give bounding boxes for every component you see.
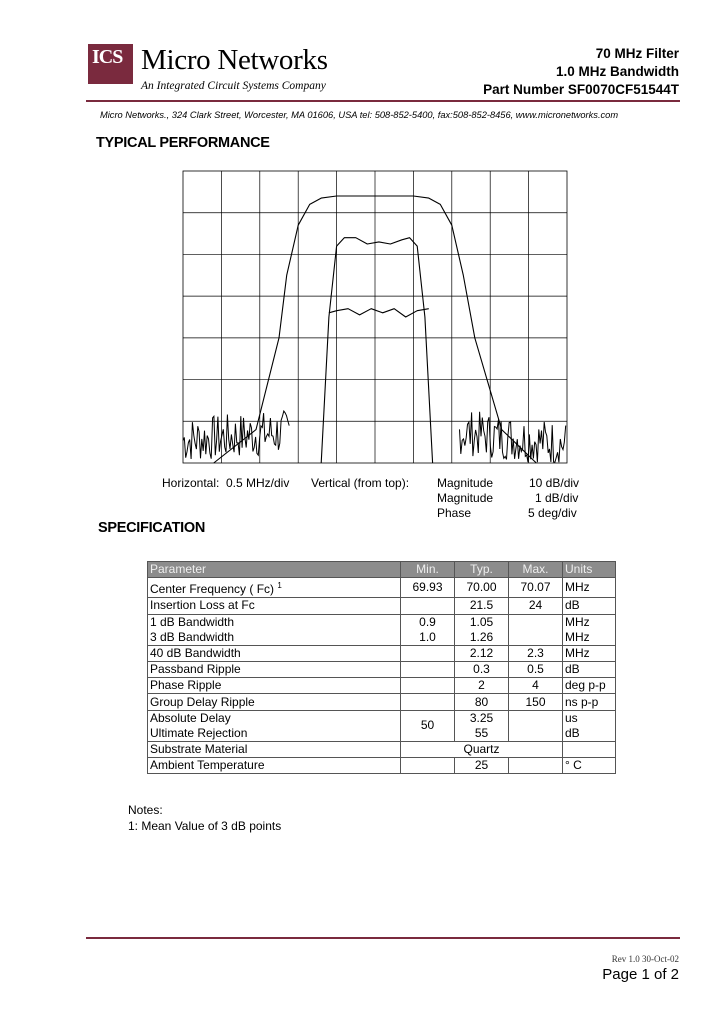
table-row (148, 678, 616, 694)
typ-cell: 80 (455, 694, 509, 710)
param-cell: Group Delay Ripple (148, 694, 401, 710)
max-cell (509, 710, 563, 741)
min-cell (401, 758, 455, 774)
title-line-3: Part Number SF0070CF51544T (483, 82, 679, 97)
table-row (148, 741, 616, 757)
unit-cell: us dB (563, 710, 616, 741)
magnitude-1db-trace (321, 238, 432, 463)
footer-divider (86, 937, 680, 939)
unit-cell: dB (563, 661, 616, 677)
document-title (483, 45, 679, 99)
max-cell: 2.3 (509, 645, 563, 661)
unit-cell: MHz (563, 578, 616, 598)
company-address: Micro Networks., 324 Clark Street, Worcester, MA 01606, USA tel: 508-852-5400, fax:508-852-8456, www.micronetworks.com (100, 110, 619, 120)
phase-trace (329, 309, 429, 317)
unit-cell: ns p-p (563, 694, 616, 710)
scale-value-2: 1 dB/div (535, 491, 579, 505)
max-cell: 24 (509, 598, 563, 614)
typ-cell: 2 (455, 678, 509, 694)
scale-name-1: Magnitude (437, 476, 494, 490)
unit-cell: MHz MHz (563, 614, 616, 645)
table-row (148, 710, 616, 741)
min-cell (401, 694, 455, 710)
param-cell: Substrate Material (148, 741, 401, 757)
scale-name-2: Magnitude (437, 491, 494, 505)
unit-cell: ° C (563, 758, 616, 774)
spec-header-row (148, 562, 616, 578)
scale-name-3: Phase (437, 506, 472, 520)
notes (128, 802, 281, 834)
min-cell: 50 (401, 710, 455, 741)
horizontal-value: 0.5 MHz/div (226, 476, 290, 490)
col-min: Min. (401, 562, 455, 578)
param-cell: Absolute Delay Ultimate Rejection (148, 710, 401, 741)
min-cell: 0.9 1.0 (401, 614, 455, 645)
scale-value-3: 5 deg/div (528, 506, 577, 520)
noise-floor-trace (460, 412, 566, 462)
spec-table (147, 561, 616, 774)
unit-cell (563, 741, 616, 757)
company-tagline: An Integrated Circuit Systems Company (141, 80, 326, 92)
title-line-2: 1.0 MHz Bandwidth (555, 64, 679, 79)
note-item: 1: Mean Value of 3 dB points (128, 819, 282, 833)
param-cell: Passband Ripple (148, 661, 401, 677)
max-cell: 150 (509, 694, 563, 710)
noise-floor-trace (183, 411, 289, 459)
max-cell: 4 (509, 678, 563, 694)
table-row (148, 661, 616, 677)
max-cell: 70.07 (509, 578, 563, 598)
scale-value-1: 10 dB/div (529, 476, 580, 490)
typ-cell: 3.25 55 (455, 710, 509, 741)
col-typ: Typ. (455, 562, 509, 578)
page-number: Page 1 of 2 (602, 966, 679, 983)
param-cell: 1 dB Bandwidth 3 dB Bandwidth (148, 614, 401, 645)
table-row (148, 645, 616, 661)
param-cell: 40 dB Bandwidth (148, 645, 401, 661)
company-name: Micro Networks (141, 44, 328, 76)
col-parameter: Parameter (148, 562, 401, 578)
col-units: Units (563, 562, 616, 578)
header-divider (86, 100, 680, 102)
table-row (148, 578, 616, 598)
table-row (148, 598, 616, 614)
performance-heading: TYPICAL PERFORMANCE (96, 135, 270, 151)
col-max: Max. (509, 562, 563, 578)
typ-cell: 25 (455, 758, 509, 774)
unit-cell: deg p-p (563, 678, 616, 694)
chart-traces (183, 196, 566, 463)
max-cell (509, 614, 563, 645)
spec-heading: SPECIFICATION (98, 520, 206, 536)
table-row (148, 614, 616, 645)
title-line-1: 70 MHz Filter (595, 46, 679, 61)
typ-cell: 2.12 (455, 645, 509, 661)
logo-letters: ICS (92, 46, 123, 68)
horizontal-label: Horizontal: (162, 476, 220, 490)
max-cell (509, 758, 563, 774)
vertical-label: Vertical (from top): (311, 476, 410, 490)
min-cell (401, 661, 455, 677)
min-cell (401, 598, 455, 614)
max-cell: 0.5 (509, 661, 563, 677)
table-row (148, 758, 616, 774)
min-cell (401, 678, 455, 694)
param-cell: Center Frequency ( Fc) $^1$ (148, 578, 401, 598)
merged-value-cell: Quartz (401, 741, 563, 757)
param-cell: Phase Ripple (148, 678, 401, 694)
typ-cell: 0.3 (455, 661, 509, 677)
param-cell: Ambient Temperature (148, 758, 401, 774)
unit-cell: dB (563, 598, 616, 614)
typ-cell: 21.5 (455, 598, 509, 614)
min-cell (401, 645, 455, 661)
unit-cell: MHz (563, 645, 616, 661)
table-row (148, 694, 616, 710)
typ-cell: 1.05 1.26 (455, 614, 509, 645)
notes-title: Notes: (128, 803, 163, 817)
param-cell: Insertion Loss at Fc (148, 598, 401, 614)
revision: Rev 1.0 30-Oct-02 (611, 954, 679, 964)
typ-cell: 70.00 (455, 578, 509, 598)
min-cell: 69.93 (401, 578, 455, 598)
frequency-response-chart (182, 170, 568, 466)
